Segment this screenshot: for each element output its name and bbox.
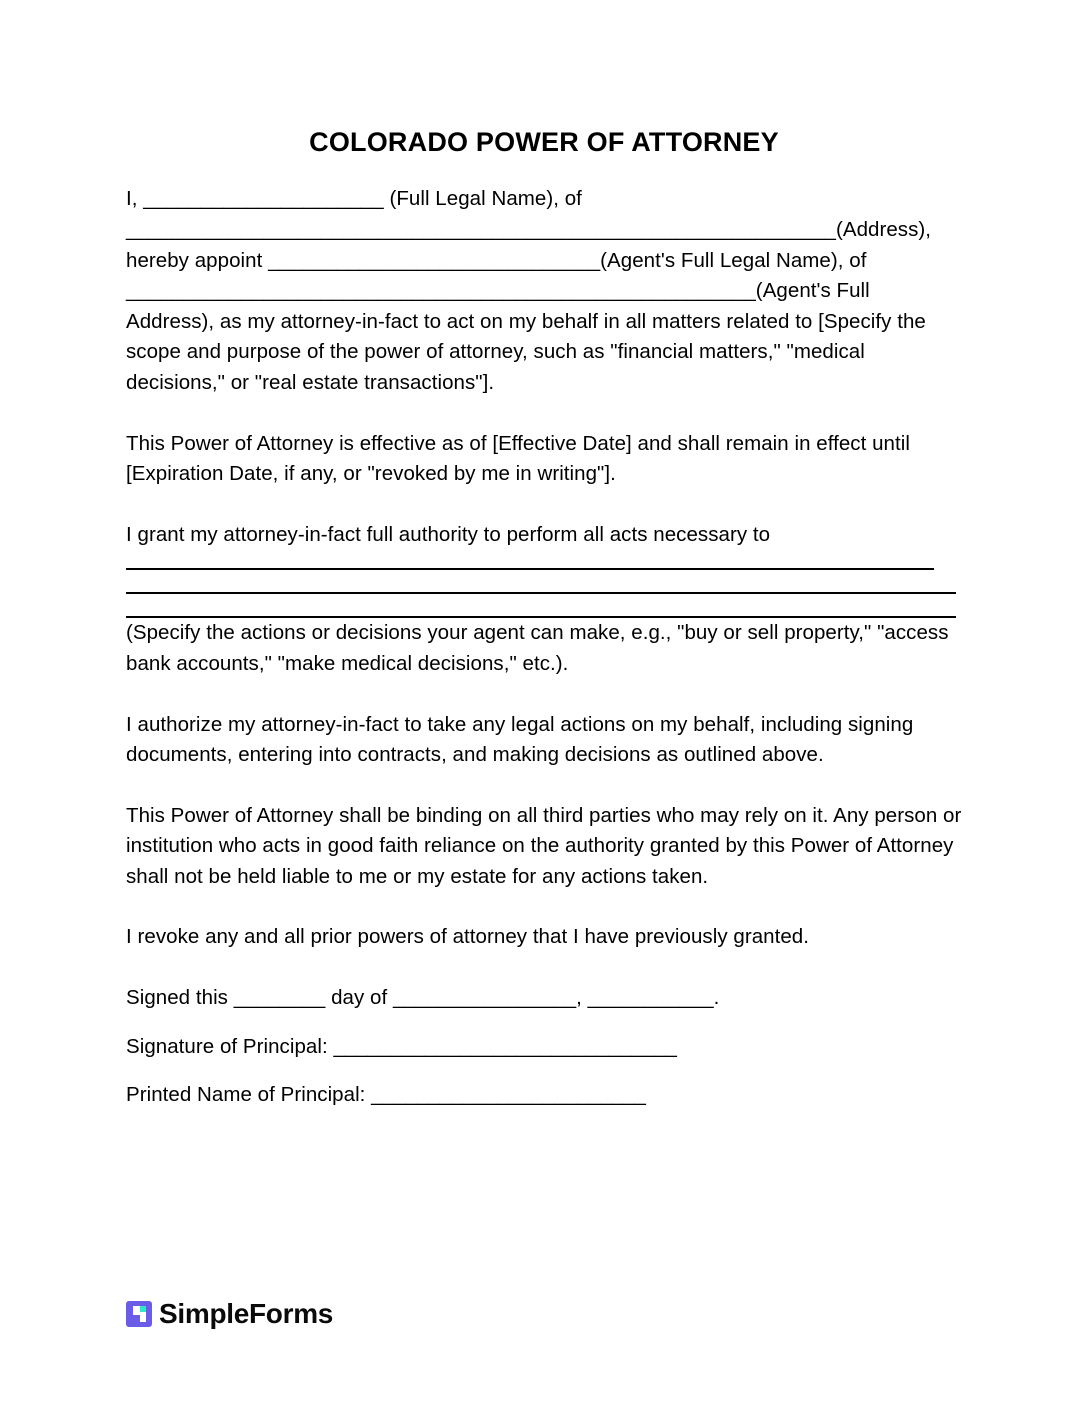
signed-date-line: Signed this ________ day of ________________, ___________. [126, 986, 720, 1010]
spacer [126, 399, 962, 429]
spacer [126, 570, 962, 592]
printed-name-of-principal-line: Printed Name of Principal: ________________________ [126, 1083, 647, 1107]
effective-dates-paragraph: This Power of Attorney is effective as of [Effective Date] and shall remain in effect until [Expiration Date, if any, or "revoked by me in writing"]. [126, 431, 910, 486]
spacer [126, 594, 962, 616]
spacer [126, 1062, 962, 1080]
binding-third-parties-paragraph: This Power of Attorney shall be binding on all third parties who may rely on it. Any person or institution who acts in good faith reliance on the authority granted by this Power of Attorney shall not be held liable to me or my estate for any actions taken. [126, 803, 962, 888]
spacer [126, 1014, 962, 1032]
principal-name-line: I, _____________________ (Full Legal Name), of [126, 187, 582, 211]
spacer [126, 953, 962, 983]
spacer [126, 771, 962, 801]
principal-address-and-agent-name-line: ______________________________________________________________(Address), hereby appoint _____________________________(Agent's Full Legal Name), of [126, 217, 932, 272]
spacer [126, 490, 962, 520]
page-title: COLORADO POWER OF ATTORNEY [309, 127, 779, 157]
simpleforms-logo-icon [126, 1301, 152, 1327]
spacer [126, 680, 962, 710]
document-body [126, 126, 962, 1111]
grant-authority-paragraph: I grant my attorney-in-fact full authority to perform all acts necessary to [126, 522, 771, 546]
agent-address-and-scope-paragraph: _______________________________________________________(Agent's Full Address), as my attorney-in-fact to act on my behalf in all matters related to [Specify the scope and purpose of the power of attorney, such as "financial matters," "medical decisions," or "real estate transactions"]. [126, 279, 926, 394]
signature-of-principal-line: Signature of Principal: ______________________________ [126, 1034, 677, 1058]
answer-rule-1-wrapper [126, 550, 962, 570]
revocation-paragraph: I revoke any and all prior powers of attorney that I have previously granted. [126, 925, 810, 949]
specify-actions-paragraph: (Specify the actions or decisions your agent can make, e.g., "buy or sell property," "access bank accounts," "make medical decisions," etc.). [126, 621, 949, 675]
simpleforms-logo[interactable] [126, 1300, 333, 1328]
spacer [126, 892, 962, 922]
authorize-legal-actions-paragraph: I authorize my attorney-in-fact to take any legal actions on my behalf, including signing documents, entering into contracts, and making decisions as outlined above. [126, 712, 914, 767]
simpleforms-wordmark: SimpleForms [159, 1298, 334, 1329]
